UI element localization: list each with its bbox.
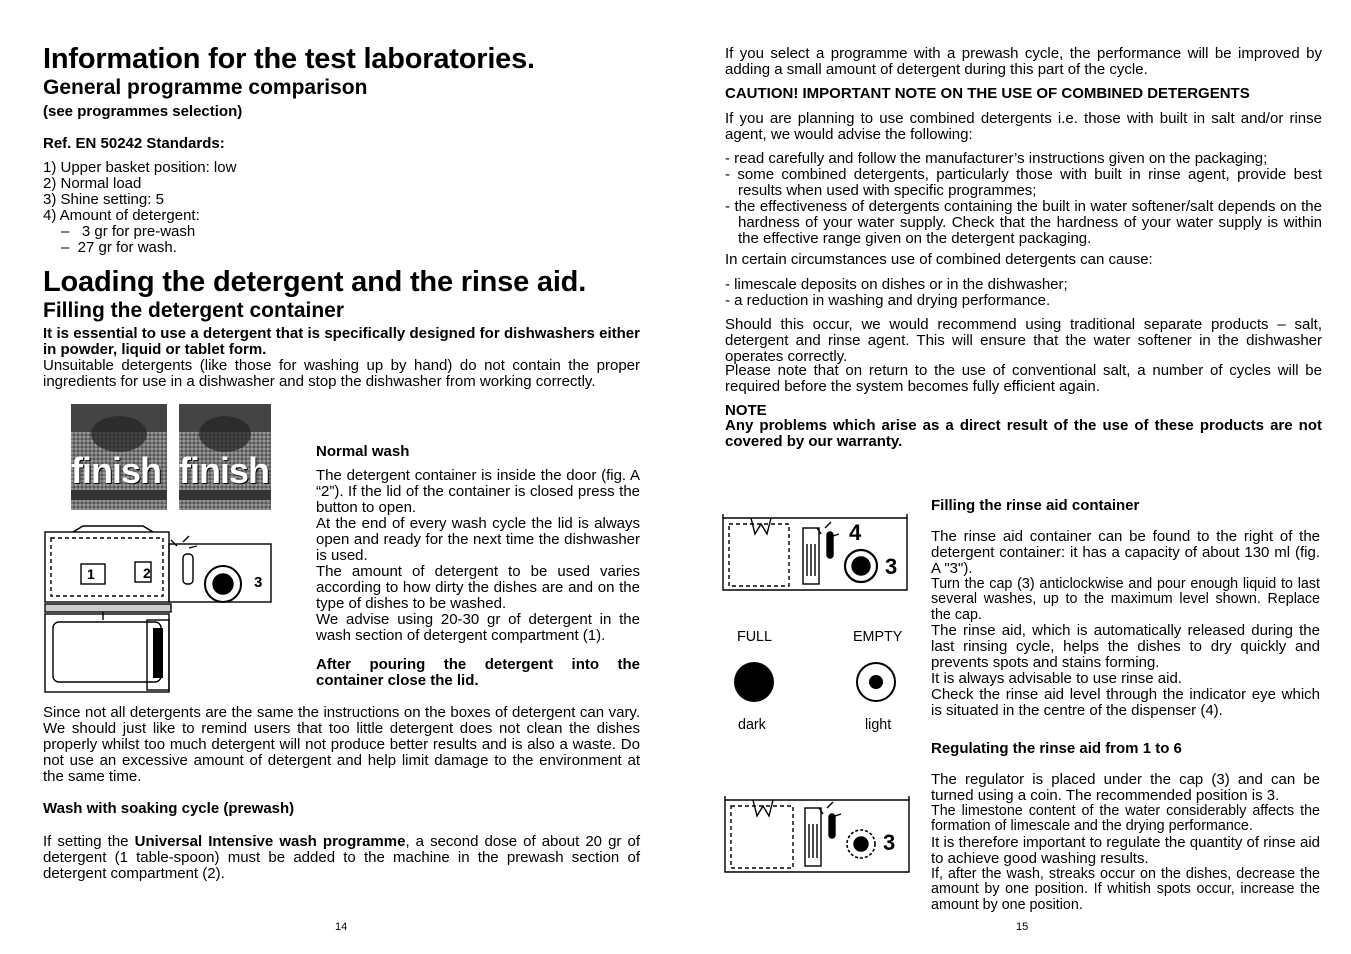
regulating-paragraph: If, after the wash, streaks occur on the dishes, decrease the amount by one position. If whitish spots occur, increase the amount by one position. [931,865,1320,913]
detergent-boxes-illustration [69,402,273,512]
regulating-paragraph: It is therefore important to regulate the quantity of rinse aid to achieve good washing results. [931,833,1320,867]
box-brand-right: finish [179,450,269,491]
rinse-aid-paragraph: Check the rinse aid level through the indicator eye which is situated in the centre of the dispenser (4). [931,686,1320,720]
prewash-text-start: If setting the [43,833,135,850]
detergent-amount-text: Since not all detergents are the same the instructions on the boxes of detergent can vary. We should just like to remind users that too little detergent does not clean the dishes properly whilst too much detergent will not produce better results and is also a waste. Do not use an excessive amount of detergent and help limit damage to the environment at the same time. [43,704,640,785]
rinse-aid-text [931,529,1320,719]
rinse-aid-paragraph: The rinse aid, which is automatically released during the last rinsing cycle, helps the dishes to dry quickly and prevents spots and stains forming. [931,622,1320,672]
advice-item: - some combined detergents, particularly those with built in rinse agent, provide best results when used with specific programmes; [725,166,1322,199]
page-number-right: 15 [1016,921,1029,933]
rinse-aid-paragraph: It is always advisable to use rinse aid. [931,670,1182,688]
ref-standards-heading: Ref. EN 50242 Standards: [43,135,225,152]
empty-label: EMPTY [853,629,903,645]
left-page [43,0,641,954]
note-warranty-text: Any problems which arise as a direct result of the use of these products are not covered by our warranty. [725,417,1322,450]
rinse-aid-dispenser-illustration [721,514,911,594]
fig-label-2: 2 [143,565,151,581]
see-programmes-note: (see programmes selection) [43,103,243,120]
normal-wash-paragraph: The detergent container is inside the door (fig. A “2”). If the lid of the container is closed press the button to open. [316,467,640,516]
dark-label: dark [738,717,766,733]
regulating-paragraph: The limestone content of the water considerably affects the formation of limescale and the drying performance. [931,803,1320,835]
regulating-paragraph: The regulator is placed under the cap (3) and can be turned using a coin. The recommended position is 3. [931,771,1320,804]
combined-detergents-advice [725,151,1322,247]
page-number-left: 14 [335,921,348,933]
advice-item: - the effectiveness of detergents containing the built in water softener/salt depends on the hardness of your water supply. Check that the hardness of your water supply is within the effective range given on the detergent packaging. [725,198,1322,247]
full-indicator-icon [733,661,775,703]
standards-list [43,160,236,256]
prewash-text [43,834,640,882]
normal-wash-paragraph: We advise using 20-30 gr of detergent in the wash section of detergent compartment (1). [316,611,640,644]
prewash-text-end: , a second dose of about 20 gr of detergent (1 table-spoon) must be added to the machine in the prewash section of detergent compartment (2). [43,833,641,882]
after-pouring-note: After pouring the detergent into the container close the lid. [316,656,640,689]
rinse-aid-heading: Filling the rinse aid container [931,497,1140,514]
regulating-rinse-aid-heading: Regulating the rinse aid from 1 to 6 [931,740,1182,757]
right-page [725,0,1323,954]
rinse-aid-paragraph: Turn the cap (3) anticlockwise and pour enough liquid to last several washes, up to the maximum level shown. Replace the cap. [931,576,1320,623]
effect-item: - a reduction in washing and drying performance. [725,292,1051,309]
empty-indicator-icon [855,661,897,703]
normal-wash-paragraph: At the end of every wash cycle the lid is always open and ready for the next time the dishwasher is used. [316,515,640,564]
standards-item: – 3 gr for pre-wash [61,223,196,240]
note-heading: NOTE [725,402,767,419]
rinse-aid-paragraph: The rinse aid container can be found to the right of the detergent container: it has a capacity of about 130 ml (fig. A "3"). [931,528,1320,577]
normal-wash-paragraph: The amount of detergent to be used varies according to how dirty the dishes are and on the type of dishes to be washed. [316,563,640,612]
universal-intensive-programme: Universal Intensive wash programme [134,833,406,850]
prewash-heading: Wash with soaking cycle (prewash) [43,800,295,817]
advice-item: - read carefully and follow the manufacturer’s instructions given on the packaging; [725,150,1268,167]
certain-circumstances-text: In certain circumstances use of combined detergents can cause: [725,251,1153,268]
normal-wash-text [316,468,640,644]
fig-label-3-rinse: 3 [885,554,898,579]
light-label: light [865,717,892,733]
section-title-loading-detergent: Loading the detergent and the rinse aid. [43,266,587,298]
caution-heading: CAUTION! IMPORTANT NOTE ON THE USE OF COMBINED DETERGENTS [725,85,1250,102]
full-label: FULL [737,629,772,645]
section-title-test-laboratories: Information for the test laboratories. [43,43,535,75]
regulating-rinse-aid-text [931,772,1320,913]
subtitle-filling-detergent: Filling the detergent container [43,299,345,322]
standards-item: – 27 gr for wash. [61,239,177,256]
standards-item: 4) Amount of detergent: [43,207,200,224]
combined-detergents-effects [725,277,1322,309]
should-occur-text: Should this occur, we would recommend using traditional separate products – salt, detergent and rinse agent. This will ensure that the water softener in the dishwasher operates correctly. [725,316,1322,365]
detergent-dispenser-illustration [43,524,275,696]
prewash-performance-text: If you select a programme with a prewash cycle, the performance will be improved by adding a small amount of detergent during this part of the cycle. [725,45,1322,78]
rinse-aid-regulator-illustration [723,796,913,876]
unsuitable-detergents-text: Unsuitable detergents (like those for washing up by hand) do not contain the proper ingredients for use in a dishwasher and stop the dishwasher from working correctly. [43,357,640,390]
box-brand-left: finish [71,450,161,491]
fig-label-4: 4 [849,520,862,545]
subtitle-programme-comparison: General programme comparison [43,76,368,99]
fig-label-1: 1 [87,566,95,582]
effect-item: - limescale deposits on dishes or in the dishwasher; [725,276,1068,293]
fig-label-3-regulator: 3 [883,830,896,855]
standards-item: 2) Normal load [43,175,142,192]
standards-item: 3) Shine setting: 5 [43,191,164,208]
combined-detergents-intro: If you are planning to use combined detergents i.e. those with built in salt and/or rinse agent, we would advise the following: [725,110,1322,143]
standards-item: 1) Upper basket position: low [43,159,237,176]
normal-wash-heading: Normal wash [316,443,410,460]
please-note-text: Please note that on return to the use of conventional salt, a number of cycles will be required before the system becomes fully efficient again. [725,362,1322,395]
fig-label-3: 3 [254,574,263,591]
essential-detergent-note: It is essential to use a detergent that is specifically designed for dishwashers either in powder, liquid or tablet form. [43,325,640,358]
